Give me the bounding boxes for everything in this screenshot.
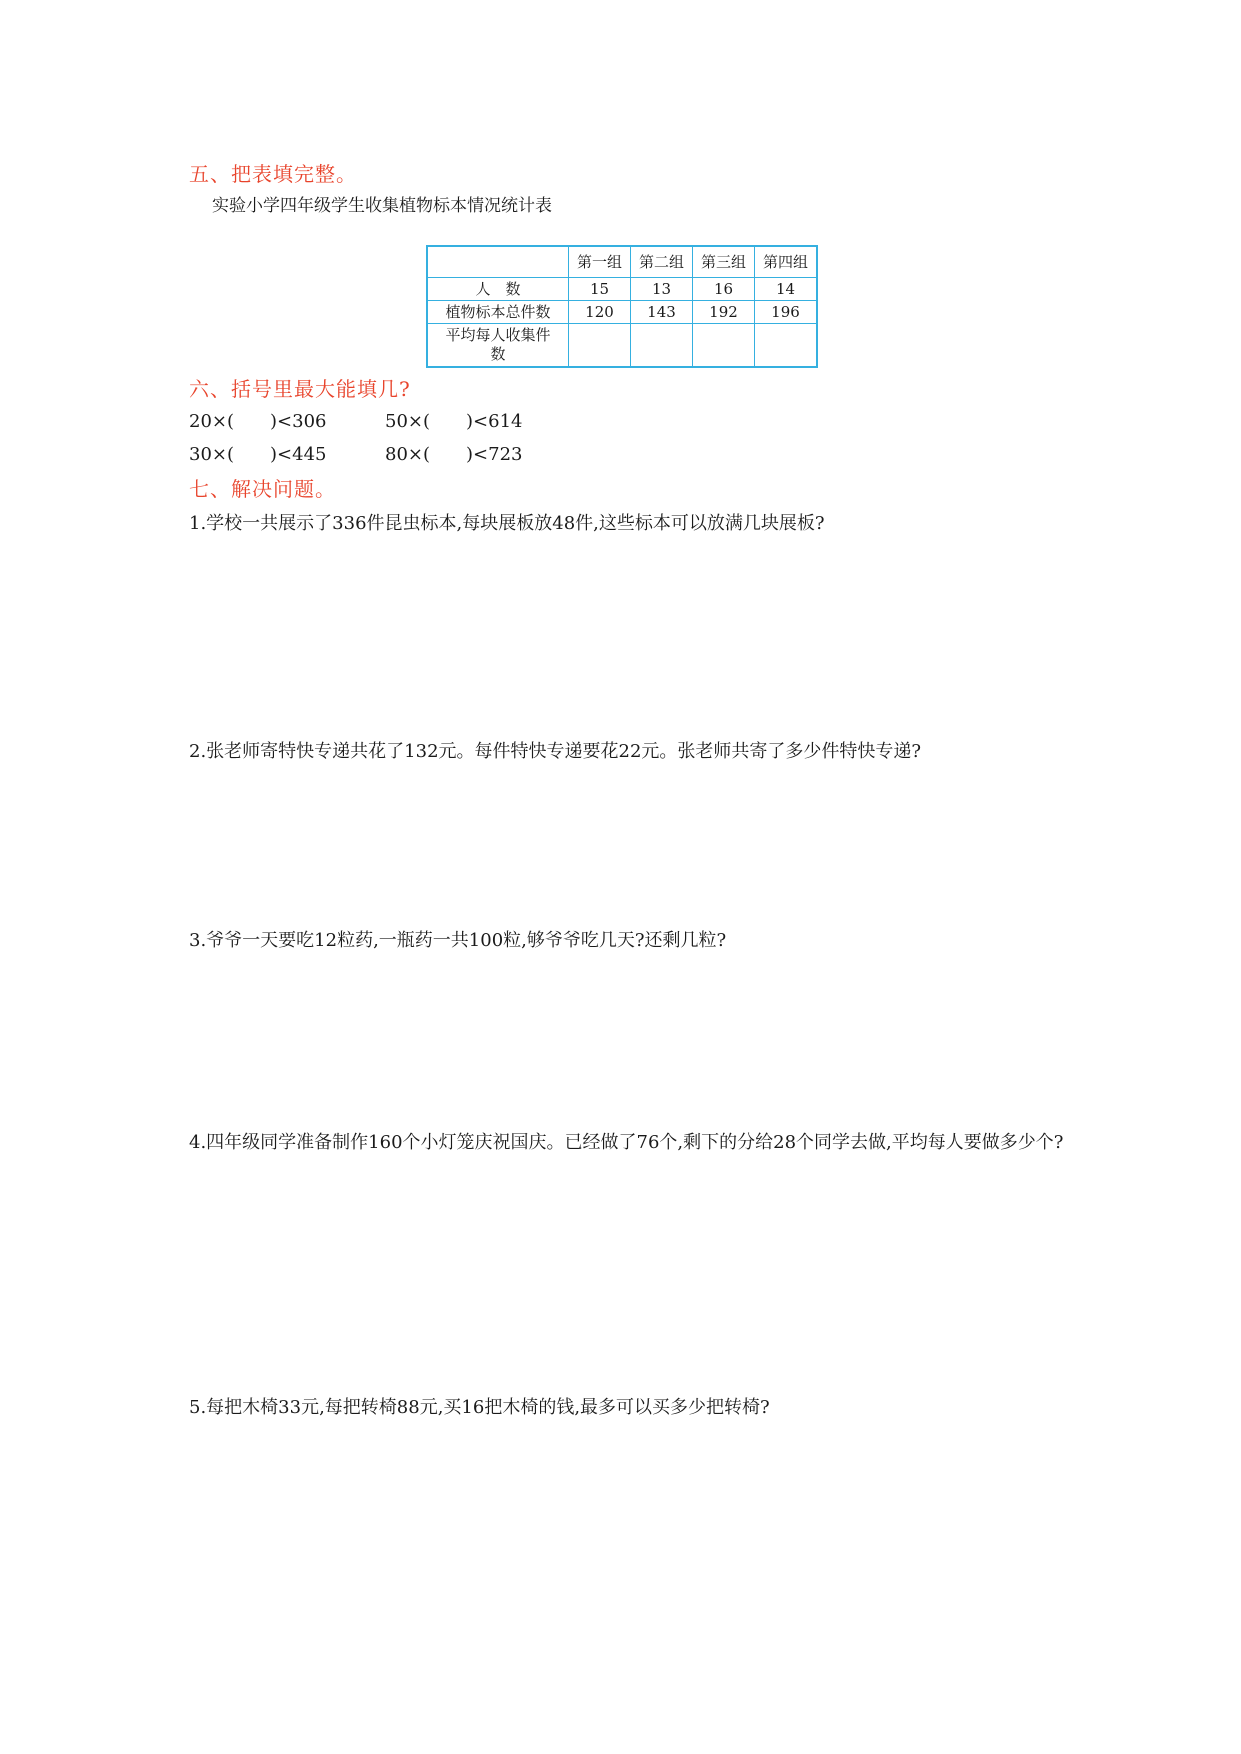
- row-label-total: 植物标本总件数: [427, 301, 569, 324]
- inequality-4: 80×( )<723: [385, 444, 523, 465]
- row-label-average-line-2: 数: [490, 345, 506, 363]
- cell-total-group-2: 143: [631, 301, 693, 324]
- cell-people-group-1: 15: [569, 278, 631, 301]
- section-6-title: 六、括号里最大能填几?: [189, 377, 411, 401]
- cell-average-group-4[interactable]: [755, 324, 818, 368]
- question-3: 3.爷爷一天要吃12粒药,一瓶药一共100粒,够爷爷吃几天?还剩几粒?: [189, 930, 727, 951]
- cell-average-group-1[interactable]: [569, 324, 631, 368]
- row-label-average: [427, 324, 569, 368]
- inequality-1: 20×( )<306: [189, 411, 327, 432]
- row-label-average-line-1: 平均每人收集件: [445, 326, 551, 344]
- cell-total-group-3: 192: [693, 301, 755, 324]
- inequality-3: 30×( )<445: [189, 444, 327, 465]
- table-row-average: [427, 324, 817, 368]
- row-label-people: 人 数: [427, 278, 569, 301]
- section-7-title: 七、解决问题。: [189, 477, 336, 501]
- cell-total-group-1: 120: [569, 301, 631, 324]
- cell-people-group-2: 13: [631, 278, 693, 301]
- header-cell-blank: [427, 246, 569, 278]
- question-1: 1.学校一共展示了336件昆虫标本,每块展板放48件,这些标本可以放满几块展板?: [189, 513, 825, 534]
- question-4: 4.四年级同学准备制作160个小灯笼庆祝国庆。已经做了76个,剩下的分给28个同学去做,平均每人要做多少个?: [189, 1132, 1064, 1153]
- question-5: 5.每把木椅33元,每把转椅88元,买16把木椅的钱,最多可以买多少把转椅?: [189, 1397, 770, 1418]
- plant-specimen-table: [426, 245, 818, 368]
- header-cell-group-3: 第三组: [693, 246, 755, 278]
- header-cell-group-4: 第四组: [755, 246, 818, 278]
- cell-total-group-4: 196: [755, 301, 818, 324]
- header-cell-group-1: 第一组: [569, 246, 631, 278]
- cell-average-group-3[interactable]: [693, 324, 755, 368]
- question-2: 2.张老师寄特快专递共花了132元。每件特快专递要花22元。张老师共寄了多少件特快专递?: [189, 741, 922, 762]
- cell-people-group-4: 14: [755, 278, 818, 301]
- table-row-total: [427, 301, 817, 324]
- table-row-people: [427, 278, 817, 301]
- cell-people-group-3: 16: [693, 278, 755, 301]
- section-5-title: 五、把表填完整。: [189, 162, 357, 186]
- table-header-row: [427, 246, 817, 278]
- header-cell-group-2: 第二组: [631, 246, 693, 278]
- inequality-2: 50×( )<614: [385, 411, 523, 432]
- cell-average-group-2[interactable]: [631, 324, 693, 368]
- table-caption: 实验小学四年级学生收集植物标本情况统计表: [212, 196, 552, 216]
